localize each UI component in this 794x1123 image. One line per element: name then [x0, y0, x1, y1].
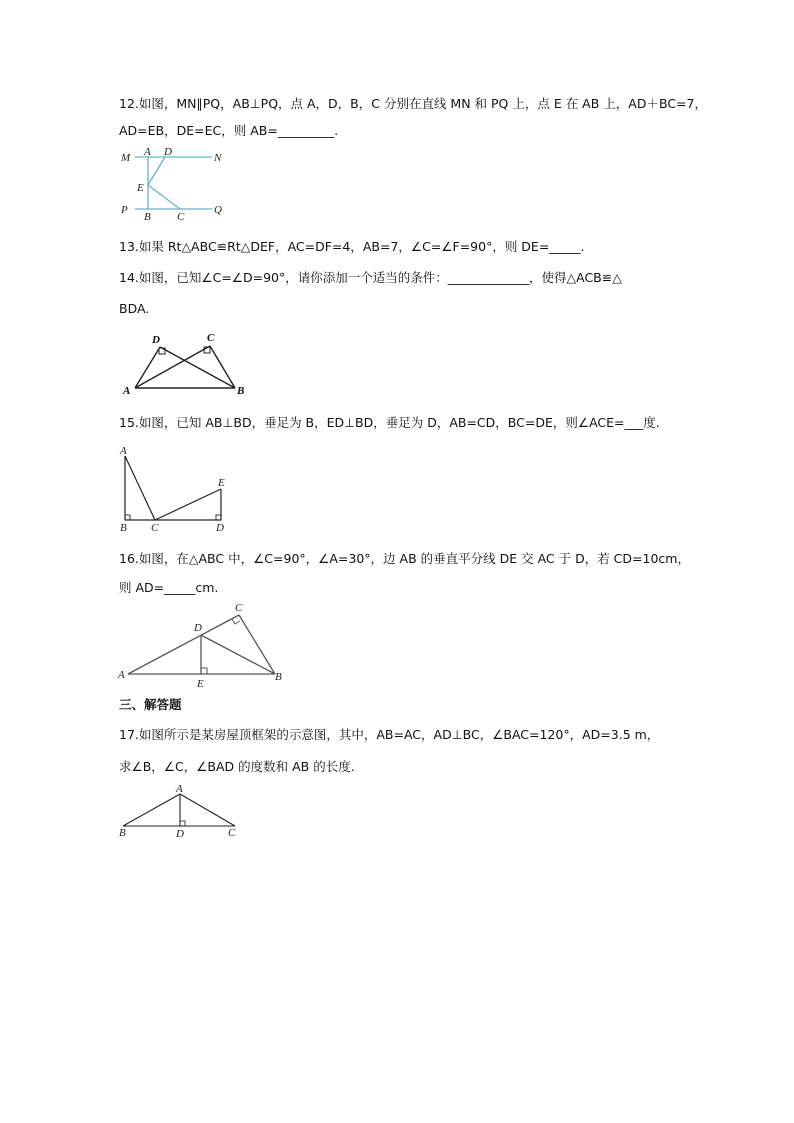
q15-label-b: B [120, 522, 127, 534]
q13-text-line1: 13.如果 Rt△ABC≌Rt△DEF，AC=DF=4，AB=7，∠C=∠F=90°，则 DE=_____. [119, 239, 585, 254]
q16-label-c: C [235, 602, 243, 614]
q14-label-c: C [207, 332, 215, 344]
q12-label-e: E [137, 182, 144, 194]
q16-text-line2: 则 AD=_____cm. [119, 580, 219, 595]
q14-text-line1: 14.如图，已知∠C=∠D=90°，请你添加一个适当的条件：_____________，使得△ACB≌△ [119, 270, 622, 285]
q17-label-b: B [119, 827, 126, 839]
q12-label-d: D [164, 146, 172, 158]
q17-label-c: C [228, 827, 236, 839]
q15-text-line1: 15.如图，已知 AB⊥BD，垂足为 B，ED⊥BD，垂足为 D，AB=CD，BC=DE，则∠ACE=___度. [119, 415, 660, 430]
q17-figure [115, 780, 245, 840]
section-heading: 三、解答题 [119, 697, 182, 712]
q12-label-p: P [121, 204, 128, 216]
q14-text-line2: BDA. [119, 301, 150, 316]
q16-text-line1: 16.如图，在△ABC 中，∠C=90°，∠A=30°，边 AB 的垂直平分线 DE 交 AC 于 D，若 CD=10cm， [119, 551, 690, 566]
q12-label-b: B [144, 211, 151, 223]
q16-label-a: A [118, 669, 125, 681]
q16-label-d: D [194, 622, 202, 634]
q17-text-line1: 17.如图所示是某房屋顶框架的示意图，其中，AB=AC，AD⊥BC，∠BAC=120°，AD=3.5 m， [119, 727, 660, 742]
q12-text-line1: 12.如图，MN∥PQ，AB⊥PQ，点 A，D，B，C 分别在直线 MN 和 PQ 上，点 E 在 AB 上，AD＋BC=7， [119, 96, 707, 111]
q17-label-a: A [176, 783, 183, 795]
q15-label-d: D [216, 522, 224, 534]
q16-label-e: E [197, 678, 204, 690]
q12-label-a: A [144, 146, 151, 158]
q12-text-line2: AD=EB，DE=EC，则 AB=_________. [119, 123, 339, 138]
q12-label-n: N [214, 152, 222, 164]
q12-label-m: M [121, 152, 131, 164]
q12-figure [115, 144, 230, 224]
q15-figure [115, 440, 235, 535]
q14-figure [118, 328, 253, 398]
q14-label-d: D [152, 334, 160, 346]
q17-text-line2: 求∠B，∠C，∠BAD 的度数和 AB 的长度. [119, 759, 355, 774]
q15-label-c: C [151, 522, 159, 534]
q12-label-q: Q [214, 204, 222, 216]
q15-label-e: E [218, 477, 225, 489]
q17-label-d: D [176, 828, 184, 840]
q16-figure [115, 598, 290, 690]
q14-label-b: B [237, 385, 245, 397]
q12-label-c: C [177, 211, 185, 223]
q16-label-b: B [275, 671, 282, 683]
q15-label-a: A [120, 445, 127, 457]
q14-label-a: A [123, 385, 131, 397]
